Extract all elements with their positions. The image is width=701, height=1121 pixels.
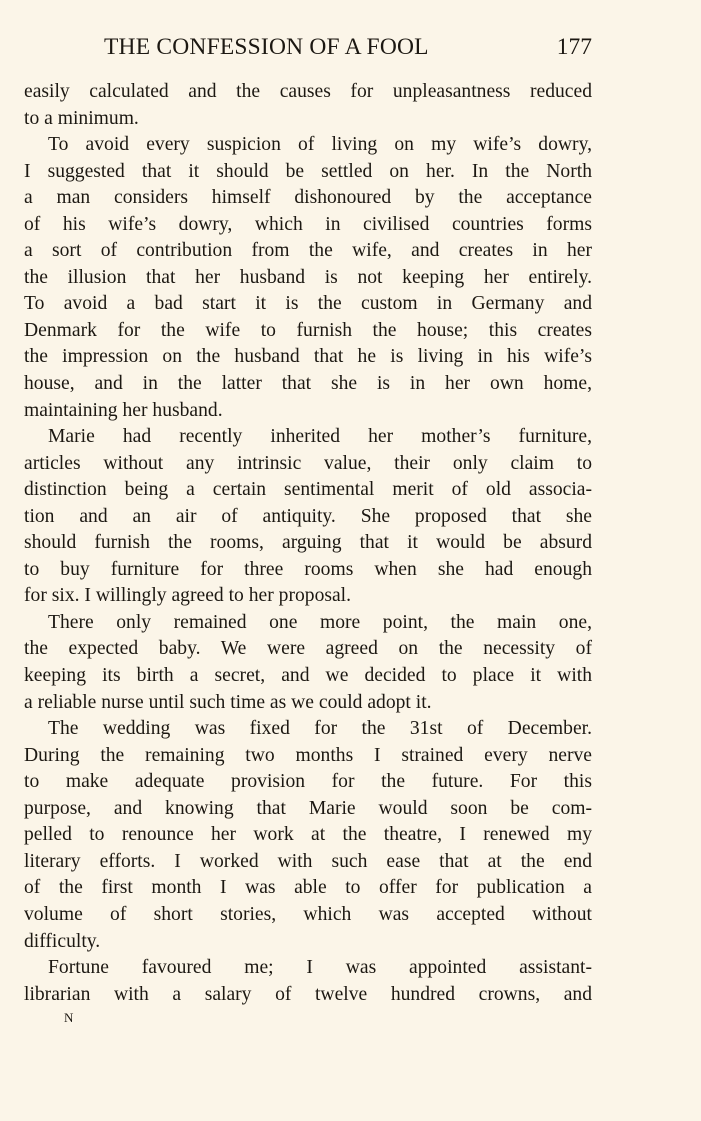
text-line: Fortune favoured me; I was appointed assistant- [48, 957, 592, 979]
text-line: easily calculated and the causes for unpleasantness reduced [24, 81, 592, 102]
text-line: of his wife’s dowry, which in civilised countries forms [24, 213, 592, 235]
text-line: to buy furniture for three rooms when she had enough [24, 558, 592, 580]
text-line: to a minimum. [24, 107, 139, 129]
text-line: volume of short stories, which was accepted without [24, 903, 592, 925]
text-line: the impression on the husband that he is living in his wife’s [24, 346, 592, 368]
text-line: keeping its birth a secret, and we decided to place it with [24, 665, 592, 687]
text-line: the expected baby. We were agreed on the necessity of [24, 638, 592, 660]
text-line: I suggested that it should be settled on her. In the North [24, 160, 592, 182]
text-line: purpose, and knowing that Marie would soon be com- [24, 797, 592, 819]
text-line: the illusion that her husband is not keeping her entirely. [24, 266, 592, 288]
running-head [24, 31, 592, 65]
text-line: articles without any intrinsic value, their only claim to [24, 452, 592, 474]
text-line: a sort of contribution from the wife, and creates in her [24, 240, 592, 262]
text-line: distinction being a certain sentimental merit of old associa- [24, 479, 592, 501]
text-line: of the first month I was able to offer for publication a [24, 877, 592, 899]
text-line: a man considers himself dishonoured by the acceptance [24, 187, 592, 209]
running-title: THE CONFESSION OF A FOOL [104, 34, 429, 60]
text-line: maintaining her husband. [24, 399, 223, 421]
text-line: tion and an air of antiquity. She proposed that she [24, 505, 592, 527]
text-line: should furnish the rooms, arguing that it would be absurd [24, 532, 592, 554]
signature-mark: N [64, 1010, 74, 1025]
text-line: There only remained one more point, the main one, [48, 611, 592, 633]
text-line: a reliable nurse until such time as we could adopt it. [24, 691, 432, 713]
text-line: librarian with a salary of twelve hundred crowns, and [24, 983, 592, 1005]
text-line: Marie had recently inherited her mother’s furniture, [48, 426, 592, 448]
text-line: Denmark for the wife to furnish the house; this creates [24, 319, 592, 341]
text-line: The wedding was fixed for the 31st of December. [48, 718, 592, 740]
text-line: pelled to renounce her work at the theatre, I renewed my [24, 824, 592, 846]
text-line: To avoid a bad start it is the custom in Germany and [24, 293, 592, 315]
text-line: house, and in the latter that she is in her own home, [24, 373, 592, 395]
page-number: 177 [556, 34, 592, 60]
text-line: difficulty. [24, 930, 101, 952]
text-line: to make adequate provision for the future. For this [24, 771, 592, 793]
body-text [24, 79, 592, 1008]
text-line: During the remaining two months I strained every nerve [24, 744, 592, 766]
text-line: literary efforts. I worked with such ease that at the end [24, 850, 592, 872]
text-line: To avoid every suspicion of living on my wife’s dowry, [48, 134, 592, 156]
text-line: for six. I willingly agreed to her proposal. [24, 585, 352, 607]
